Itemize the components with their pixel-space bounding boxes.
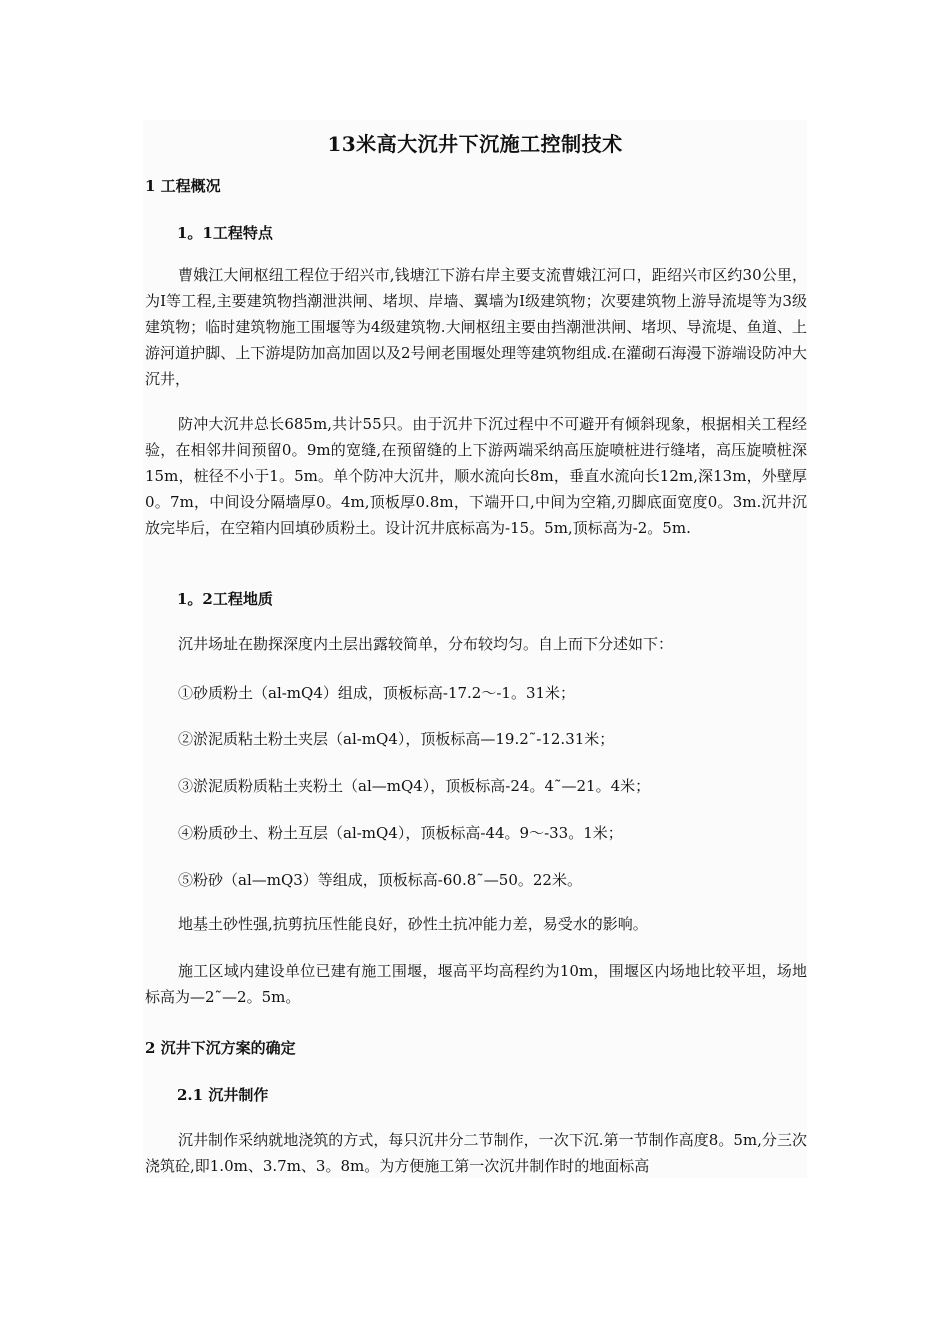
paragraph-site-conditions: 施工区域内建设单位已建有施工围堰，堰高平均高程约为10m，围堰区内场地比较平坦，场地标高为—2˜—2。5m。: [145, 962, 807, 1006]
paragraph-project-features: 曹娥江大闸枢纽工程位于绍兴市,钱塘江下游右岸主要支流曹娥江河口，距绍兴市区约30公里，为Ⅰ等工程,主要建筑物挡潮泄洪闸、堵坝、岸墙、翼墙为Ⅰ级建筑物；次要建筑物上游导流堤等为3级建筑物；临时建筑物施工围堰等为4级建筑物.大闸枢纽主要由挡潮泄洪闸、堵坝、导流堤、鱼道、上游河道护脚、上下游堤防加高加固以及2号闸老围堰处理等建筑物组成.在灌砌石海漫下游端设防冲大沉井，: [145, 266, 807, 388]
soil-layer-item: ④粉质砂土、粉土互层（al-mQ4），顶板标高-44。9～-33。1米；: [178, 824, 623, 842]
soil-layer-item: ⑤粉砂（al—mQ3）等组成，顶板标高-60.8˜—50。22米。: [178, 871, 582, 889]
document-title: 13米高大沉井下沉施工控制技术: [327, 132, 623, 156]
paragraph-caisson-fabrication: 沉井制作采纳就地浇筑的方式，每只沉井分二节制作，一次下沉.第一节制作高度8。5m,分三次浇筑砼,即1.0m、3.7m、3。8m。为方便施工第一次沉井制作时的地面标高: [145, 1131, 807, 1175]
subsection-heading-2-1: 2.1 沉井制作: [177, 1086, 269, 1104]
paragraph-caisson-description: 防冲大沉井总长685m,共计55只。由于沉井下沉过程中不可避开有倾斜现象，根据相关工程经验，在相邻井间预留0。9m的宽缝,在预留缝的上下游两端采纳高压旋喷桩进行缝堵，高压旋喷桩深15m，桩径不小于1。5m。单个防冲大沉井，顺水流向长8m，垂直水流向长12m,深13m，外壁厚0。7m，中间设分隔墙厚0。4m,顶板厚0.8m，下端开口,中间为空箱,刃脚底面宽度0。3m.沉井沉放完毕后，在空箱内回填砂质粉土。设计沉井底标高为-15。5m,顶标高为-2。5m.: [145, 415, 807, 537]
soil-layer-item: ③淤泥质粉质粘土夹粉土（al—mQ4），顶板标高-24。4˜—21。4米；: [178, 777, 651, 795]
section-heading-1: 1 工程概况: [145, 177, 221, 195]
subsection-heading-1-2: 1。2工程地质: [177, 590, 273, 608]
document-page: [143, 120, 807, 1178]
soil-layer-item: ①砂质粉土（al-mQ4）组成，顶板标高-17.2～-1。31米；: [178, 684, 576, 702]
soil-layer-item: ②淤泥质粘土粉土夹层（al-mQ4），顶板标高—19.2˜-12.31米；: [178, 730, 615, 748]
section-heading-2: 2 沉井下沉方案的确定: [145, 1039, 296, 1057]
paragraph-soil-properties: 地基土砂性强,抗剪抗压性能良好，砂性土抗冲能力差，易受水的影响。: [178, 915, 648, 933]
paragraph-geology-intro: 沉井场址在勘探深度内土层出露较简单，分布较均匀。自上而下分述如下：: [178, 635, 674, 653]
subsection-heading-1-1: 1。1工程特点: [177, 224, 273, 242]
